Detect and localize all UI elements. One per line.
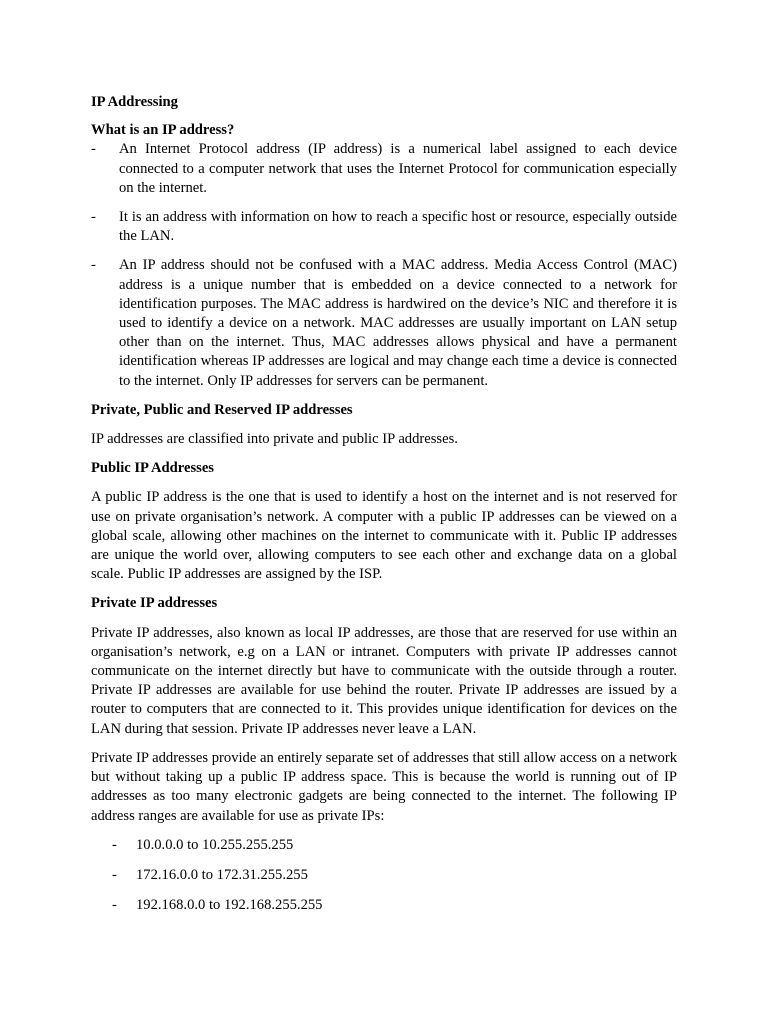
list-item: [91, 866, 677, 885]
private-ip-paragraph-1: Private IP addresses, also known as local IP addresses, are those that are reserved for use within an organisation’s network, e.g on a LAN or intranet. Computers with private IP addresses cannot communicate on the internet directly but have to communicate with the outside through a router. Private IP addresses are available for use behind the router. Private IP addresses are issued by a router to computers that are connected to it. This provides unique identification for devices on the LAN during that session. Private IP addresses never leave a LAN.: [91, 624, 677, 737]
ip-range-text: 172.16.0.0 to 172.31.255.255: [136, 866, 308, 883]
bullet-marker: -: [91, 257, 96, 274]
private-ip-heading: Private IP addresses: [91, 595, 218, 612]
list-item: [91, 896, 677, 915]
bullet-marker: -: [91, 209, 96, 226]
public-ip-heading: Public IP Addresses: [91, 460, 214, 477]
private-ip-paragraph-2: Private IP addresses provide an entirely separate set of addresses that still allow access on a network but without taking up a public IP address space. This is because the world is running out of IP addresses as too many electronic gadgets are being connected to the internet. The following IP address ranges are available for use as private IPs:: [91, 749, 677, 824]
classification-paragraph: IP addresses are classified into private and public IP addresses.: [91, 431, 458, 448]
list-item: [91, 836, 677, 855]
document-title: IP Addressing: [91, 94, 178, 110]
what-is-ip-heading: What is an IP address?: [91, 122, 235, 139]
list-item-text: An Internet Protocol address (IP address) is a numerical label assigned to each device connected to a computer network that uses the Internet Protocol for communication especially on the internet.: [119, 141, 677, 196]
private-ip-ranges-list: [91, 836, 677, 916]
ip-definition-list: [91, 140, 677, 390]
list-item: [91, 208, 677, 246]
list-item-text: It is an address with information on how to reach a specific host or resource, especially outside the LAN.: [119, 209, 677, 245]
bullet-marker: -: [112, 897, 117, 914]
ip-range-text: 192.168.0.0 to 192.168.255.255: [136, 897, 323, 914]
public-ip-paragraph: A public IP address is the one that is used to identify a host on the internet and is not reserved for use on private organisation’s network. A computer with a public IP addresses can be viewed on a global scale, allowing other machines on the internet to communicate with it. Public IP addresses are unique the world over, allowing computers to see each other and exchange data on a global scale. Public IP addresses are assigned by the ISP.: [91, 489, 677, 583]
classification-heading: Private, Public and Reserved IP addresses: [91, 401, 353, 418]
document-page: [91, 93, 677, 915]
bullet-marker: -: [112, 836, 117, 853]
bullet-marker: -: [91, 141, 96, 158]
list-item: [91, 256, 677, 390]
ip-range-text: 10.0.0.0 to 10.255.255.255: [136, 836, 294, 853]
list-item: [91, 140, 677, 198]
bullet-marker: -: [112, 866, 117, 883]
list-item-text: An IP address should not be confused with a MAC address. Media Access Control (MAC) address is a unique number that is embedded on a device connected to a network for identification purposes. The MAC address is hardwired on the device’s NIC and therefore it is used to identify a device on a network. MAC addresses are usually important on LAN setup other than on the internet. Thus, MAC addresses allows physical and have a permanent identification whereas IP addresses are logical and may change each time a device is connected to the internet. Only IP addresses for servers can be permanent.: [119, 257, 677, 389]
